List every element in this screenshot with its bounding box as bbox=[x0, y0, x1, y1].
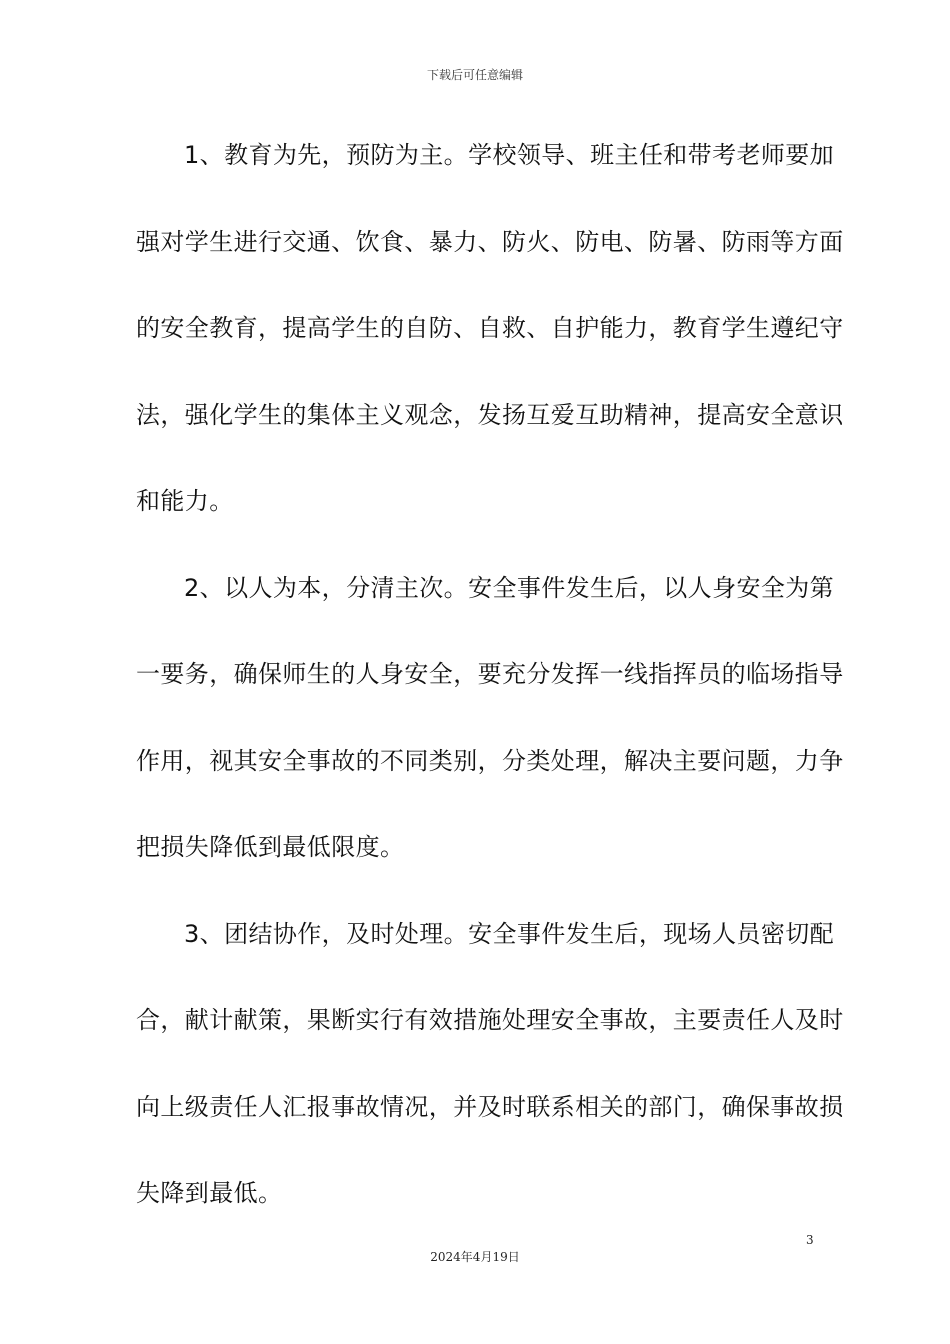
paragraph-3 bbox=[136, 891, 844, 1237]
paragraph-1 bbox=[136, 112, 844, 545]
paragraph-line: 强对学生进行交通、饮食、暴力、防火、防电、防暑、防雨等方面 bbox=[136, 227, 844, 256]
paragraph-line: 1、教育为先，预防为主。学校领导、班主任和带考老师要加 bbox=[184, 141, 835, 169]
header-note: 下载后可任意编辑 bbox=[426, 68, 523, 82]
paragraph-line: 一要务，确保师生的人身安全，要充分发挥一线指挥员的临场指导 bbox=[136, 660, 844, 688]
paragraph-line: 向上级责任人汇报事故情况，并及时联系相关的部门，确保事故损 bbox=[136, 1092, 844, 1121]
paragraph-line: 法，强化学生的集体主义观念，发扬互爱互助精神，提高安全意识 bbox=[136, 400, 844, 429]
paragraph-line: 和能力。 bbox=[136, 487, 234, 515]
paragraph-line: 把损失降低到最低限度。 bbox=[136, 833, 405, 861]
paragraph-line: 2、以人为本，分清主次。安全事件发生后，以人身安全为第 bbox=[184, 573, 835, 602]
paragraph-line: 合，献计献策，果断实行有效措施处理安全事故，主要责任人及时 bbox=[136, 1006, 844, 1034]
paragraph-line: 3、团结协作，及时处理。安全事件发生后，现场人员密切配 bbox=[184, 919, 835, 948]
document-body bbox=[136, 112, 844, 1237]
footer-date: 2024年4月19日 bbox=[430, 1250, 520, 1264]
paragraph-line: 失降到最低。 bbox=[136, 1179, 283, 1207]
page-number: 3 bbox=[806, 1233, 814, 1247]
paragraph-line: 的安全教育，提高学生的自防、自救、自护能力，教育学生遵纪守 bbox=[136, 314, 844, 342]
paragraph-2 bbox=[136, 545, 844, 891]
paragraph-line: 作用，视其安全事故的不同类别，分类处理，解决主要问题，力争 bbox=[136, 746, 844, 775]
